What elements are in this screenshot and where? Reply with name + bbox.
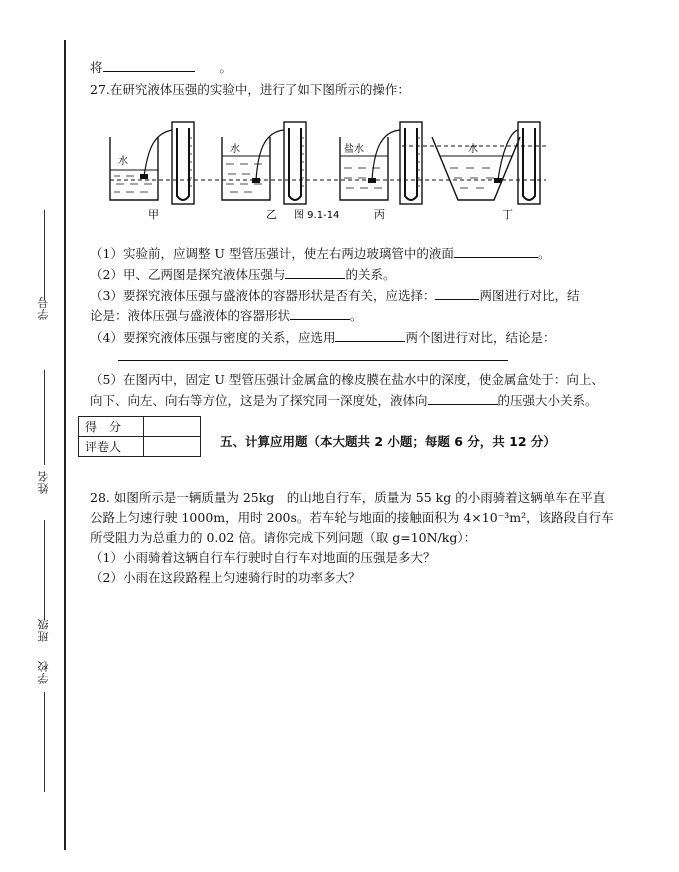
q27-part2-blank[interactable]	[285, 266, 345, 279]
q27-part2: （2）甲、乙两图是探究液体压强与 的关系。	[90, 267, 396, 282]
figure-caption: 图 9.1-14	[294, 210, 340, 221]
class-underline	[44, 520, 45, 620]
q28-line3: 所受阻力为总重力的 0.02 倍。请你完成下列问题（取 g=10N/kg）：	[90, 530, 477, 545]
figure-label-ding: 丁	[502, 208, 513, 221]
top-blank[interactable]	[103, 59, 195, 72]
q28-line1: 28. 如图所示是一辆质量为 25kg 的山地自行车，质量为 55 kg 的小雨骑着这辆单车在平直	[90, 490, 606, 505]
class-label: 班级	[37, 618, 50, 642]
q27-part5: （5）在图丙中，固定 U 型管压强计金属盒的橡皮膜在盐水中的深度，使金属盒处于：向上、	[90, 372, 604, 387]
q27-part5-blank[interactable]	[428, 392, 498, 405]
q27-part3-cont: 论是：液体压强与盛液体的容器形状 。	[90, 308, 363, 323]
score-label: 得 分	[79, 417, 144, 437]
manometer-jia	[172, 122, 194, 204]
q27-stem: 27.在研究液体压强的实验中，进行了如下图所示的操作：	[90, 82, 410, 97]
liquid-label-yi: 水	[230, 144, 240, 155]
figure-label-jia: 甲	[148, 208, 159, 221]
top-prefix: 将	[90, 60, 103, 75]
section5-title: 五、计算应用题（本大题共 2 小题；每题 6 分，共 12 分）	[220, 434, 556, 449]
q27-part3-blank-b[interactable]	[290, 307, 350, 320]
q27-part4-conclusion	[118, 348, 508, 364]
manometer-yi	[284, 122, 306, 204]
score-box	[78, 416, 201, 457]
q27-part5-cont: 向下、向左、向右等方位，这是为了探究同一深度处，液体向 的压强大小关系。	[90, 393, 598, 408]
school-label: 学校	[37, 660, 50, 684]
reviewer-label: 评卷人	[79, 437, 144, 457]
top-suffix: 。	[219, 60, 233, 75]
binding-margin-line	[64, 40, 66, 850]
student-id-label: 学号	[37, 296, 50, 320]
liquid-label-bing: 盐水	[344, 144, 364, 155]
reviewer-cell[interactable]	[144, 437, 201, 457]
q27-part1: （1）实验前，应调整 U 型管压强计，使左右两边玻璃管中的液面 。	[90, 246, 551, 261]
beaker-jia	[110, 137, 158, 200]
q27-part4: （4）要探究液体压强与密度的关系，应选用 两个图进行对比，结论是：	[90, 330, 556, 345]
q27-part3: （3）要探究液体压强与盛液体的容器形状是否有关，应选择： 两图进行对比，结	[90, 288, 580, 303]
q27-part4-blank-b[interactable]	[118, 348, 508, 361]
q27-part3-blank-a[interactable]	[435, 287, 479, 300]
school-underline	[44, 692, 45, 792]
student-id-underline	[44, 210, 45, 300]
q27-figure	[106, 112, 546, 224]
manometer-ding	[518, 122, 540, 204]
manometer-bing	[400, 122, 422, 204]
q27-part4-blank-a[interactable]	[335, 329, 405, 342]
name-label: 姓名	[37, 470, 50, 494]
top-fill-line	[90, 58, 232, 76]
figure-label-bing: 丙	[374, 208, 385, 221]
liquid-label-jia: 水	[118, 156, 128, 167]
q28-sub1: （1）小雨骑着这辆自行车行驶时自行车对地面的压强是多大？	[90, 550, 436, 565]
score-cell[interactable]	[144, 417, 201, 437]
figure-label-yi: 乙	[266, 208, 277, 221]
q27-part1-blank[interactable]	[454, 245, 538, 258]
liquid-label-ding: 水	[468, 144, 478, 155]
q28-sub2: （2）小雨在这段路程上匀速骑行时的功率多大？	[90, 570, 361, 585]
name-underline	[44, 370, 45, 465]
q28-line2: 公路上匀速行驶 1000m，用时 200s。若车轮与地面的接触面积为 4×10⁻³m²，该路段自行车	[90, 510, 614, 525]
